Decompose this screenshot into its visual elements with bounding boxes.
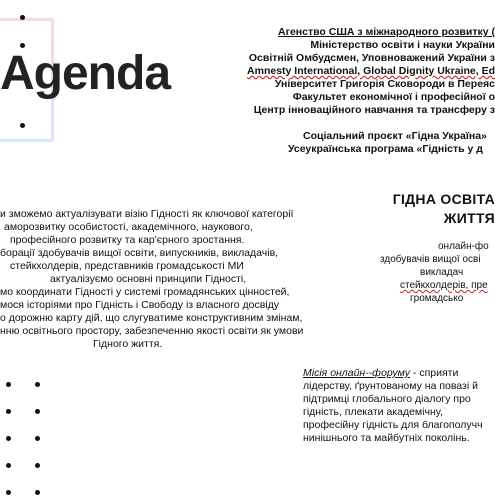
org-line: Міністерство освіти і науки України	[310, 39, 495, 51]
project-block	[260, 130, 495, 156]
main-line: мо координати Гідності у системі громадянських цінностей,	[0, 286, 290, 298]
decor-dot	[35, 382, 40, 387]
agenda-logo: Agenda	[0, 47, 171, 100]
decor-dot	[35, 409, 40, 414]
decor-dot	[6, 409, 11, 414]
right-para-line	[378, 279, 495, 292]
main-line: мося історіями про Гідність і Свободу із власного досвіду	[0, 299, 280, 311]
mission-text: - сприяти	[409, 367, 459, 379]
mission-line: лідерству, ґрунтованому на повазі й	[303, 380, 478, 392]
decor-dot	[6, 490, 11, 495]
org-line	[226, 26, 495, 39]
right-para-line: викладач	[420, 267, 464, 278]
right-paragraph	[378, 240, 495, 305]
org-line: Центр інноваційного навчання та трансферу з	[253, 104, 495, 116]
org-line: Освітній Омбудсмен, Уповноважений України з	[248, 52, 495, 64]
main-paragraph	[0, 208, 330, 351]
right-para-text: стейкхолдерів, пре	[400, 280, 488, 291]
mission-line: гідність, плекати академічну,	[303, 406, 443, 418]
decor-dot	[35, 436, 40, 441]
section-title-line2: ЖИТТЯ	[443, 210, 495, 226]
organizations-list	[226, 26, 495, 117]
main-line: борації здобувачів вищої освіти, випускників, викладачів,	[0, 247, 279, 259]
right-para-line: здобувачів вищої осві	[380, 254, 481, 265]
program-title: Усеукраїнська програма «Гідність у д	[288, 143, 483, 155]
decor-dot	[35, 463, 40, 468]
mission-paragraph	[303, 367, 495, 445]
decor-dot	[6, 463, 11, 468]
mission-line: підтримці глобального діалогу про	[303, 393, 471, 405]
main-line: стейкхолдерів, представників громадськості МИ	[10, 260, 244, 272]
main-line: актуалізуємо основні принципи Гідності,	[50, 273, 247, 285]
logo-dot	[20, 123, 25, 128]
main-line: аморозвитку особистості, академічного, наукового,	[4, 221, 253, 233]
main-line: и зможемо актуалізувати візію Гідності як ключової категорії	[0, 208, 294, 220]
main-line: нню освітнього простору, забезпеченню якості освіти як умови	[0, 325, 304, 337]
main-line: професійного розвитку та кар'єрного зростання.	[10, 234, 245, 246]
right-para-line: громадсько	[410, 293, 464, 304]
main-line: о дорожню карту дій, що слугуватиме конструктивним змінам,	[0, 312, 303, 324]
org-line-text: Агенство США з міжнародного розвитку (	[278, 26, 495, 38]
org-line: Факультет економічної і професійної о	[292, 91, 495, 103]
mission-lead: Місія онлайн--форуму	[303, 367, 410, 379]
mission-line: професійну гідність для благополучч	[303, 419, 483, 431]
project-title: Соціальний проєкт «Гідна Україна»	[303, 130, 487, 142]
mission-line	[303, 367, 495, 380]
right-para-line: онлайн-фо	[438, 241, 489, 252]
mission-line: нинішнього та майбутніх поколінь.	[303, 432, 470, 444]
decor-dot	[6, 382, 11, 387]
decor-dot	[6, 436, 11, 441]
section-title-line1: ГІДНА ОСВІТА	[392, 191, 495, 207]
section-title	[380, 190, 495, 228]
main-line: Гідного життя.	[93, 338, 163, 350]
org-line: Університет Григорія Сковороди в Переяс	[274, 78, 495, 90]
org-line	[226, 65, 495, 78]
org-line-text: Amnesty International, Global Dignity Ukraine, Ed	[247, 65, 495, 77]
logo-dot	[20, 15, 25, 20]
decor-dot	[35, 490, 40, 495]
